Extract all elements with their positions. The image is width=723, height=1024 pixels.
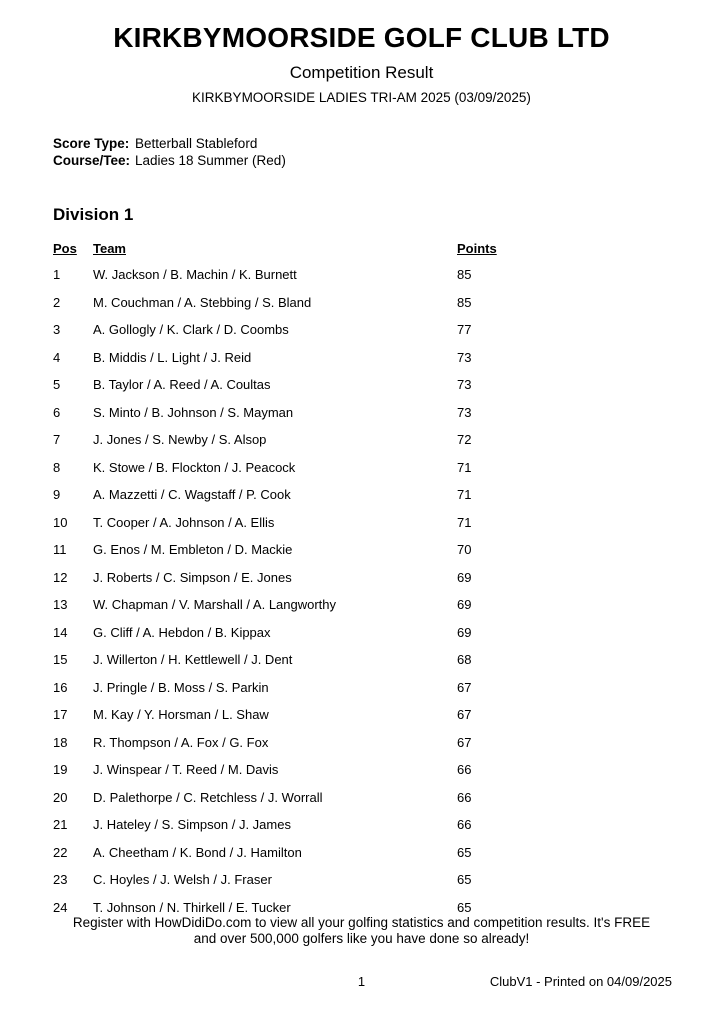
row-points: 73 [457,404,472,420]
table-row [53,866,517,894]
row-team: W. Jackson / B. Machin / K. Burnett [93,267,297,283]
course-tee-value: Ladies 18 Summer (Red) [135,153,286,168]
table-row [53,646,517,674]
row-points: 67 [457,679,472,695]
row-points: 71 [457,459,472,475]
table-row [53,454,517,482]
results-table-header [53,236,517,261]
row-points: 73 [457,377,472,393]
row-points: 85 [457,294,472,310]
row-pos: 2 [53,294,61,310]
printed-on-text: ClubV1 - Printed on 04/09/2025 [489,974,672,989]
row-team: K. Stowe / B. Flockton / J. Peacock [93,459,296,475]
row-pos: 19 [53,762,68,778]
header-row [53,236,517,261]
row-pos: 22 [53,844,68,860]
row-team: T. Johnson / N. Thirkell / E. Tucker [93,899,291,915]
course-tee-label: Course/Tee: [53,153,131,168]
row-team: W. Chapman / V. Marshall / A. Langworthy [93,597,337,613]
row-points: 69 [457,597,472,613]
row-points: 73 [457,349,472,365]
table-row [53,316,517,344]
points-column-header: Points [457,241,497,256]
row-points: 68 [457,652,472,668]
row-team: A. Mazzetti / C. Wagstaff / P. Cook [93,487,291,503]
row-pos: 11 [53,542,67,558]
row-pos: 9 [53,487,61,503]
row-points: 69 [457,569,472,585]
table-row [53,261,517,289]
course-tee-row [53,152,723,169]
row-pos: 15 [53,652,68,668]
row-points: 69 [457,624,472,640]
table-row [53,399,517,427]
table-row [53,289,517,317]
row-team: J. Pringle / B. Moss / S. Parkin [93,679,269,695]
howdidido-promo [0,915,723,946]
row-pos: 14 [53,624,68,640]
pos-column-header: Pos [53,241,77,256]
table-row [53,344,517,372]
table-row [53,701,517,729]
table-row [53,811,517,839]
document-header [0,0,723,105]
team-column-header: Team [93,241,126,256]
row-team: A. Cheetham / K. Bond / J. Hamilton [93,844,302,860]
table-row [53,619,517,647]
division-title: Division 1 [53,205,134,224]
page-number: 1 [357,974,366,989]
row-pos: 16 [53,679,68,695]
row-team: J. Jones / S. Newby / S. Alsop [93,432,267,448]
row-team: S. Minto / B. Johnson / S. Mayman [93,404,294,420]
row-team: J. Willerton / H. Kettlewell / J. Dent [93,652,293,668]
table-row [53,591,517,619]
row-team: R. Thompson / A. Fox / G. Fox [93,734,269,750]
row-team: B. Taylor / A. Reed / A. Coultas [93,377,271,393]
row-points: 77 [457,322,472,338]
table-row [53,564,517,592]
row-team: J. Winspear / T. Reed / M. Davis [93,762,279,778]
table-row [53,371,517,399]
row-points: 65 [457,844,472,860]
report-type: Competition Result [289,63,434,82]
table-row [53,839,517,867]
row-pos: 3 [53,322,61,338]
table-row [53,784,517,812]
table-row [53,481,517,509]
table-row [53,536,517,564]
row-team: D. Palethorpe / C. Retchless / J. Worrall [93,789,323,805]
row-pos: 23 [53,872,68,888]
row-team: M. Couchman / A. Stebbing / S. Bland [93,294,312,310]
row-pos: 17 [53,707,68,723]
row-team: B. Middis / L. Light / J. Reid [93,349,252,365]
row-pos: 7 [53,432,61,448]
row-points: 71 [457,514,472,530]
row-team: J. Roberts / C. Simpson / E. Jones [93,569,292,585]
row-pos: 13 [53,597,68,613]
table-row [53,729,517,757]
row-pos: 1 [53,267,61,283]
row-pos: 5 [53,377,61,393]
row-points: 66 [457,817,472,833]
row-points: 66 [457,789,472,805]
row-points: 85 [457,267,472,283]
table-row [53,426,517,454]
competition-meta [53,135,723,169]
row-pos: 4 [53,349,61,365]
promo-line-2: and over 500,000 golfers like you have done so already! [193,930,530,946]
row-pos: 18 [53,734,68,750]
table-row [53,756,517,784]
row-team: G. Enos / M. Embleton / D. Mackie [93,542,293,558]
row-team: G. Cliff / A. Hebdon / B. Kippax [93,624,271,640]
row-points: 66 [457,762,472,778]
row-team: A. Gollogly / K. Clark / D. Coombs [93,322,289,338]
row-points: 67 [457,707,472,723]
score-type-label: Score Type: [53,136,130,151]
promo-line-1: Register with HowDidiDo.com to view all your golfing statistics and competition results. It's FREE [72,915,651,930]
row-pos: 20 [53,789,68,805]
row-team: C. Hoyles / J. Welsh / J. Fraser [93,872,272,888]
row-points: 67 [457,734,472,750]
page-footer [0,974,723,989]
results-table [53,236,517,921]
row-pos: 10 [53,514,68,530]
score-type-row [53,135,723,152]
row-pos: 21 [53,817,68,833]
row-pos: 12 [53,569,68,585]
row-pos: 6 [53,404,61,420]
row-points: 70 [457,542,472,558]
score-type-value: Betterball Stableford [135,136,258,151]
row-team: T. Cooper / A. Johnson / A. Ellis [93,514,275,530]
results-table-body [53,261,517,921]
row-points: 65 [457,899,472,915]
row-team: M. Kay / Y. Horsman / L. Shaw [93,707,269,723]
row-points: 65 [457,872,472,888]
row-team: J. Hateley / S. Simpson / J. James [93,817,291,833]
row-points: 71 [457,487,472,503]
table-row [53,509,517,537]
competition-name: KIRKBYMOORSIDE LADIES TRI-AM 2025 (03/09/2025) [192,90,531,105]
row-points: 72 [457,432,472,448]
row-pos: 24 [53,899,68,915]
club-name: KIRKBYMOORSIDE GOLF CLUB LTD [113,22,610,53]
row-pos: 8 [53,459,61,475]
table-row [53,674,517,702]
